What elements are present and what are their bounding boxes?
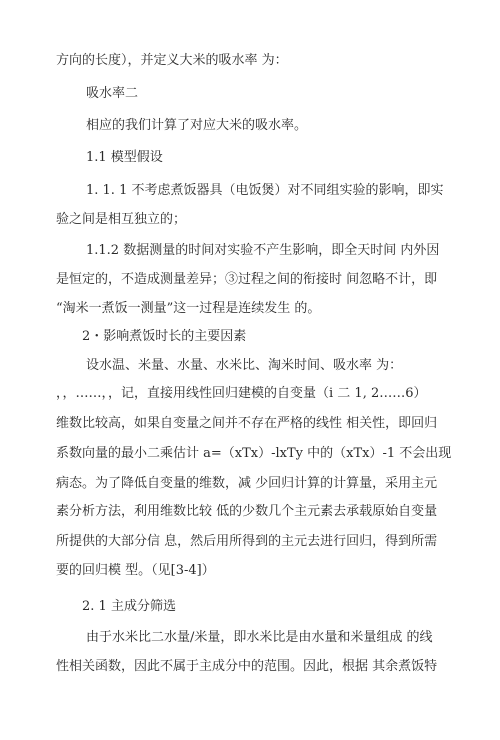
text-line-14: 系数向量的最小二乘估计 a=（xTx）-lxTy 中的（xTx）-1 不会出现 [56,446,452,461]
text-line-3: 相应的我们计算了对应大米的吸水率。 [86,118,308,133]
text-line-15: 病态。为了降低自变量的维数，减 少回归计算的计算量，采用主元 [56,476,438,491]
section-heading-1-1: 1.1 模型假设 [86,150,163,165]
text-line-21: 性相关函数，因此不属于主成分中的范围。因此，根据 其余煮饭特 [56,659,438,674]
text-line-7: 1.1.2 数据测量的时间对实验不产生影响，即全天时间 内外因 [86,243,440,258]
text-line-16: 素分析方法，利用维数比较 低的少数几个主元素去承载原始自变量 [56,504,438,519]
text-line-2: 吸水率二 [86,86,139,101]
text-line-18: 要的回归模 型。（见[3-4]） [56,563,215,578]
text-line-12: ，，……，，记，直接用线性回归建模的自变量（i 二 1, 2……6） [56,386,427,401]
text-line-5: 1. 1. 1 不考虑煮饭器具（电饭煲）对不同组实验的影响，即实 [86,183,444,198]
text-line-17: 所提供的大部分信 息，然后用所得到的主元去进行回归，得到所需 [56,534,438,549]
text-line-20: 由于水米比二水量/米量，即水米比是由水量和米量组成 的线 [86,630,433,645]
text-line-13: 维数比较高，如果自变量之间并不存在严格的线性 相关性，即回归 [56,416,438,431]
text-line-1: 方向的长度），并定义大米的吸水率 为： [56,53,288,68]
text-line-8: 是恒定的，不造成测量差异；③过程之间的衔接时 间忽略不计，即 [56,272,438,287]
text-line-9: “淘米一煮饭一测量”这一过程是连续发生 的。 [56,301,321,316]
section-heading-2: 2・影响煮饭时长的主要因素 [82,329,247,344]
section-heading-2-1: 2. 1 主成分筛选 [82,599,176,614]
text-line-11: 设水温、米量、水量、水米比、淘米时间、吸水率 为： [86,358,403,373]
text-line-6: 验之间是相互独立的； [56,212,187,227]
